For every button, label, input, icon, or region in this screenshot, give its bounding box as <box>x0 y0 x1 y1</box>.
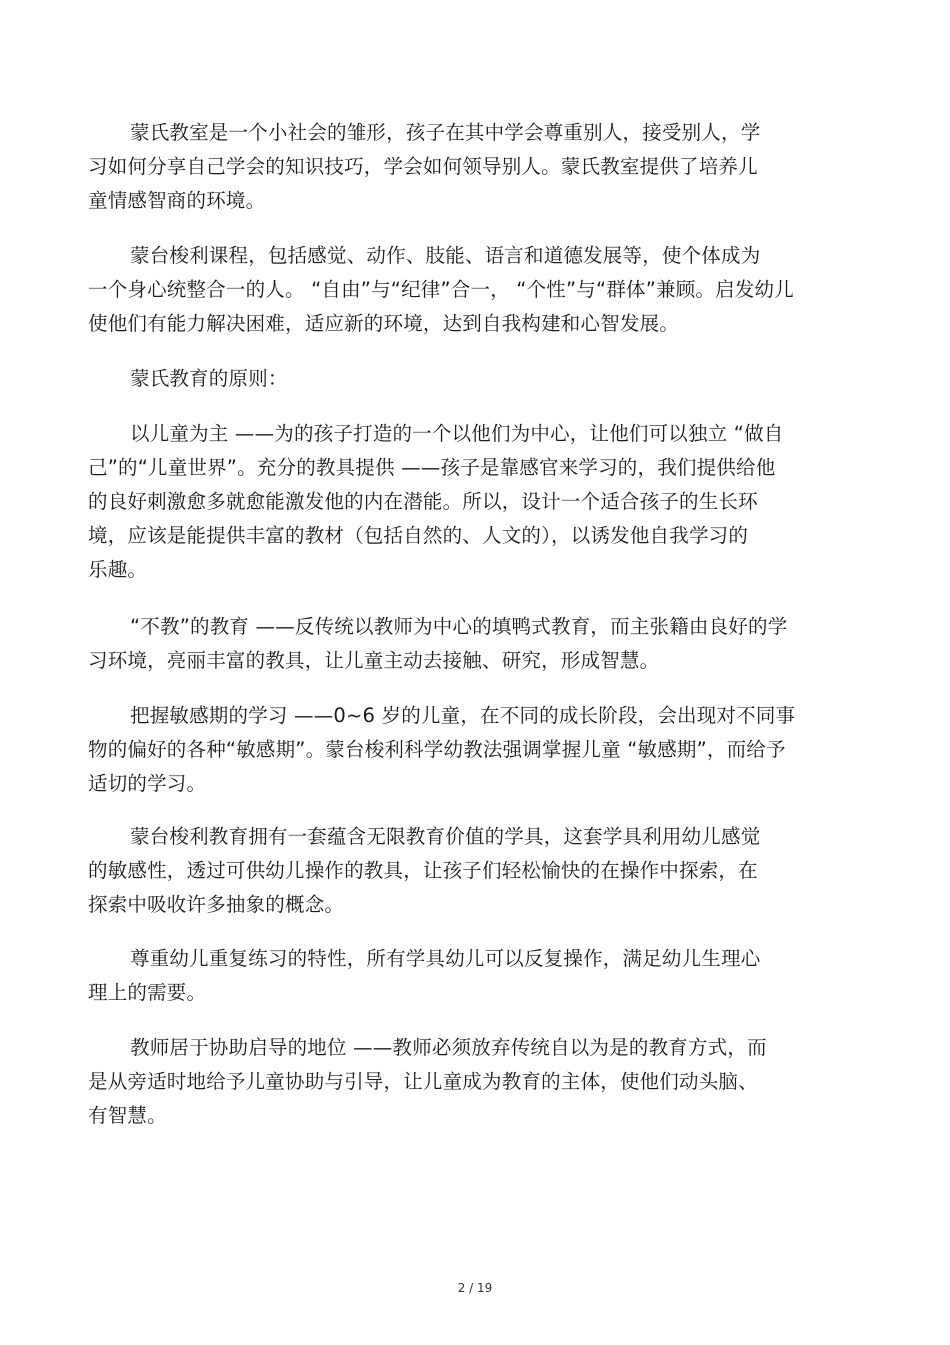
text-line: 的敏感性，透过可供幼儿操作的教具，让孩子们轻松愉快的在操作中探索，在 <box>88 859 758 882</box>
text-line: 使他们有能力解决困难，适应新的环境，达到自我构建和心智发展。 <box>88 312 680 335</box>
text-line: 把握敏感期的学习 ——0~6 岁的儿童，在不同的成长阶段，会出现对不同事 <box>130 704 796 727</box>
paragraph-teacher-role <box>88 1031 863 1133</box>
text-line: 以儿童为主 ——为的孩子打造的一个以他们为中心，让他们可以独立 “做自 <box>130 422 784 445</box>
text-line: 物的偏好的各种“敏感期”。蒙台梭利科学幼教法强调掌握儿童 “敏感期”，而给予 <box>88 738 786 761</box>
paragraph-sensitive-period <box>88 699 863 801</box>
text-line: 童情感智商的环境。 <box>88 189 266 212</box>
text-line: 一个身心统整合一的人。 “自由”与“纪律”合一， “个性”与“群体”兼顾。启发幼儿 <box>88 278 794 301</box>
text-line: 理上的需要。 <box>88 981 207 1004</box>
text-line: 习环境，亮丽丰富的教具，让儿童主动去接触、研究，形成智慧。 <box>88 649 660 672</box>
text-line: 是从旁适时地给予儿童协助与引导，让儿童成为教育的主体，使他们动头脑、 <box>88 1070 758 1093</box>
text-line: 习如何分享自己学会的知识技巧，学会如何领导别人。蒙氏教室提供了培养儿 <box>88 155 758 178</box>
paragraph-repetition <box>88 942 863 1010</box>
paragraph-classroom-society <box>88 116 863 218</box>
text-line: 探索中吸收许多抽象的概念。 <box>88 893 345 916</box>
text-line: “不教”的教育 ——反传统以教师为中心的填鸭式教育，而主张籍由良好的学 <box>130 615 788 638</box>
text-line: 蒙台梭利课程，包括感觉、动作、肢能、语言和道德发展等，使个体成为 <box>130 244 761 267</box>
paragraph-learning-materials <box>88 820 863 922</box>
paragraph-child-centered <box>88 417 863 587</box>
text-line: 己”的“儿童世界”。充分的教具提供 ——孩子是靠感官来学习的，我们提供给他 <box>88 456 776 479</box>
paragraph-montessori-curriculum <box>88 239 863 341</box>
page-number: 2 / 19 <box>457 1281 493 1295</box>
paragraph-principles-heading <box>88 362 863 396</box>
paragraph-no-teaching <box>88 610 863 678</box>
text-line: 蒙台梭利教育拥有一套蕴含无限教育价值的学具，这套学具利用幼儿感觉 <box>130 825 761 848</box>
text-line: 蒙氏教室是一个小社会的雏形，孩子在其中学会尊重别人，接受别人，学 <box>130 121 761 144</box>
text-line: 教师居于协助启导的地位 ——教师必须放弃传统自以为是的教育方式，而 <box>130 1036 767 1059</box>
text-line: 尊重幼儿重复练习的特性，所有学具幼儿可以反复操作，满足幼儿生理心 <box>130 947 761 970</box>
text-line: 乐趣。 <box>88 558 148 581</box>
text-line: 适切的学习。 <box>88 772 207 795</box>
text-line: 的良好刺激愈多就愈能激发他的内在潜能。所以，设计一个适合孩子的生长环 <box>88 490 758 513</box>
text-line: 境，应该是能提供丰富的教材（包括自然的、人文的），以诱发他自我学习的 <box>88 524 749 547</box>
text-line: 蒙氏教育的原则： <box>130 367 288 390</box>
text-line: 有智慧。 <box>88 1104 167 1127</box>
